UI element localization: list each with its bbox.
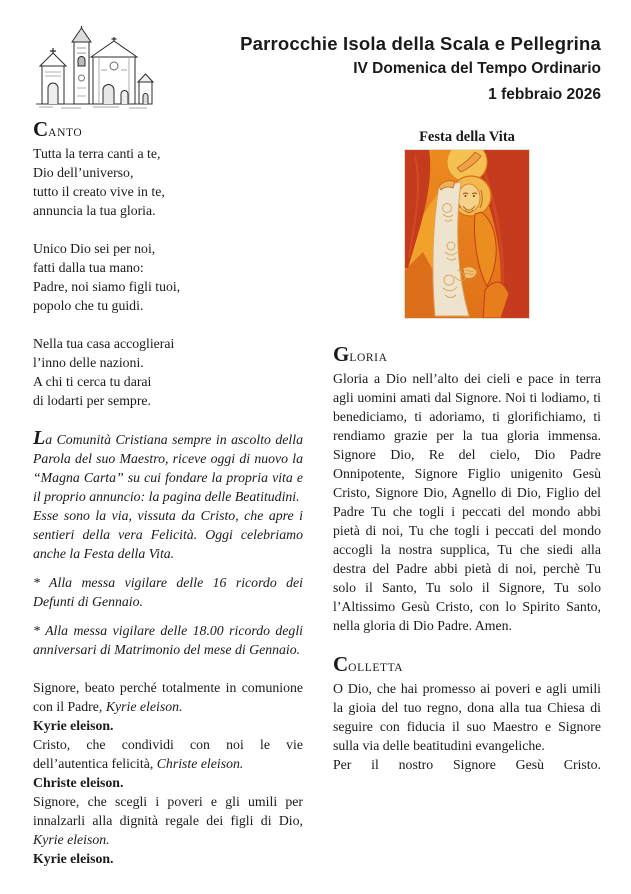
gloria-heading: GLORIA — [333, 342, 388, 366]
gloria-section — [333, 342, 601, 635]
left-column — [33, 117, 303, 868]
page-subtitle: IV Domenica del Tempo Ordinario — [353, 60, 601, 77]
intro-paragraph-2: Esse sono la via, vissuta da Cristo, che apre i sentieri della vera Felicità. Oggi celebriamo anche la Festa della Vita. — [33, 508, 303, 561]
festa-della-vita-painting — [404, 149, 530, 319]
canto-line: Padre, noi siamo figli tuoi, — [33, 279, 181, 294]
page-title: Parrocchie Isola della Scala e Pellegrina — [240, 33, 601, 54]
gloria-text: Gloria a Dio nell’alto dei cieli e pace in terra agli uomini amati dal Signore. Noi ti lodiamo, ti benediciamo, ti adoriamo, ti glorifichiamo, ti rendiamo grazie per la tua gloria immensa. Signore Dio, Re del cielo, Dio Padre Onnipotente, Signore Figlio unigenito Gesù Cristo, Signore Dio, Agnello di Dio, Figlio del Padre Tu che togli i peccati del mondo abbi pietà di noi, Tu che togli i peccati del mondo accogli la nostra supplica, Tu che siedi alla destra del Padre abbi pietà di noi, perchè Tu solo il Santo, Tu solo il Signore, Tu solo l’Altissimo Gesù Cristo, con lo Spirito Santo, nella gloria di Dio Padre. Amen. — [333, 371, 601, 633]
canto-line: fatti dalla tua mano: — [33, 260, 144, 275]
canto-stanza-1 — [33, 144, 303, 220]
canto-line: l’inno delle nazioni. — [33, 355, 144, 370]
canto-line: Dio dell’universo, — [33, 165, 134, 180]
canto-line: A chi ti cerca tu darai — [33, 374, 152, 389]
kyrie-invocation-3: Signore, che scegli i poveri e gli umili per innalzarli alla dignità regale dei figli di Dio, Kyrie eleison. — [33, 794, 303, 847]
canto-line: di lodarti per sempre. — [33, 393, 152, 408]
canto-heading: CANTO — [33, 117, 83, 141]
canto-line: Nella tua casa accoglierai — [33, 336, 175, 351]
colletta-text: O Dio, che hai promesso ai poveri e agli umili la gioia del tuo regno, dona alla tua Chiesa di seguire con fiducia il suo Maestro e Signore sulla via delle beatitudini evangeliche. — [333, 681, 601, 753]
notice-2: * Alla messa vigilare delle 18.00 ricordo degli anniversari di Matrimonio del mese di Gennaio. — [33, 623, 303, 657]
header-titles — [155, 26, 601, 108]
colletta-conclusion: Per il nostro Signore Gesù Cristo. — [333, 757, 601, 772]
kyrie-invocation-1: Signore, beato perché totalmente in comunione con il Padre, Kyrie eleison. — [33, 680, 303, 714]
canto-line: Tutta la terra canti a te, — [33, 146, 161, 161]
drop-cap: L — [33, 427, 46, 449]
kyrie-invocation-2: Cristo, che condividi con noi le vie dell’autentica felicità, Christe eleison. — [33, 737, 303, 771]
church-logo-icon — [33, 26, 155, 114]
colletta-heading: COLLETTA — [333, 652, 404, 676]
canto-line: Unico Dio sei per noi, — [33, 241, 156, 256]
content-columns — [33, 117, 601, 868]
notice-1: * Alla messa vigilare delle 16 ricordo dei Defunti di Gennaio. — [33, 575, 303, 609]
header — [33, 26, 601, 114]
canto-stanza-2 — [33, 239, 303, 315]
intro-paragraph-1: La Comunità Cristiana sempre in ascolto della Parola del suo Maestro, riceve oggi di nuovo la “Magna Carta” su cui fondare la propria vita e il proprio annuncio: la pagina delle Beatitudini. — [33, 427, 303, 504]
kyrie-response-2: Christe eleison. — [33, 775, 124, 790]
canto-line: annuncia la tua gloria. — [33, 203, 156, 218]
canto-line: popolo che tu guidi. — [33, 298, 144, 313]
canto-stanza-3 — [33, 334, 303, 410]
kyrie-response-1: Kyrie eleison. — [33, 718, 114, 733]
right-column — [333, 120, 601, 868]
colletta-section — [333, 652, 601, 774]
canto-line: tutto il creato vive in te, — [33, 184, 165, 199]
artwork-caption: Festa della Vita — [419, 129, 515, 145]
artwork-wrapper — [333, 149, 601, 324]
kyrie-response-3: Kyrie eleison. — [33, 851, 114, 866]
penitential-act — [33, 678, 303, 868]
page-date: 1 febbraio 2026 — [488, 86, 601, 103]
